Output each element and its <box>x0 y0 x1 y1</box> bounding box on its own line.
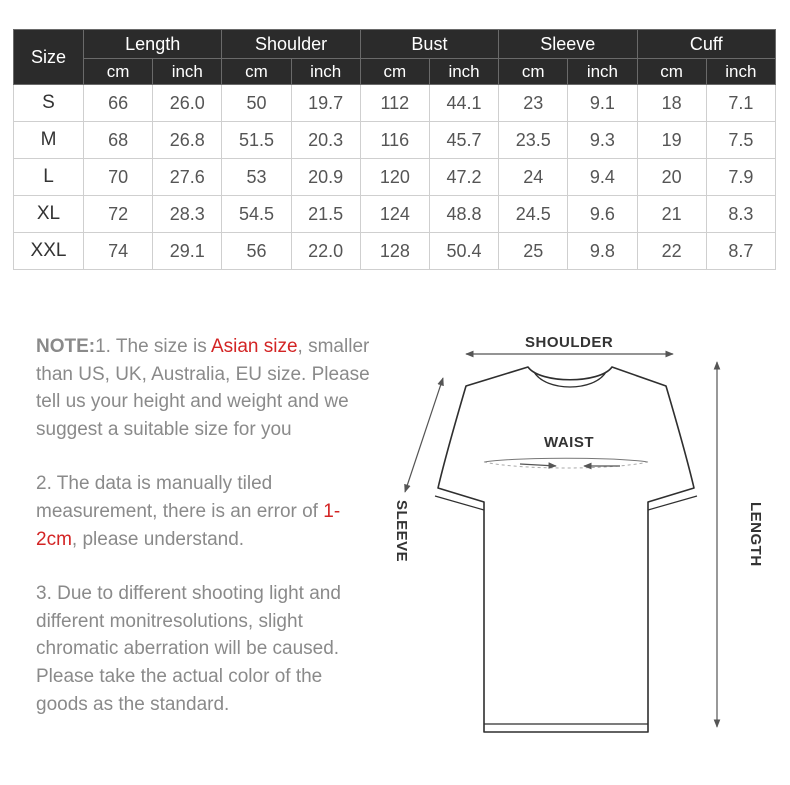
size-cell: M <box>14 122 84 159</box>
measurement-cell: 22 <box>637 233 706 270</box>
measurement-cell: 23 <box>499 85 568 122</box>
measurement-cell: 21 <box>637 196 706 233</box>
sleeve-header: Sleeve <box>499 30 637 59</box>
error-range-highlight: 1-2cm <box>36 500 341 550</box>
measurement-cell: 24 <box>499 159 568 196</box>
measurement-cell: 29.1 <box>153 233 222 270</box>
length-header: Length <box>84 30 222 59</box>
note-1-text-a: 1. The size is <box>95 336 211 357</box>
measurement-cell: 7.9 <box>706 159 775 196</box>
measurement-cell: 19.7 <box>291 85 360 122</box>
measurement-cell: 128 <box>360 233 429 270</box>
measurement-cell: 48.8 <box>429 196 498 233</box>
sleeve-label: SLEEVE <box>393 500 410 563</box>
length-label: LENGTH <box>747 502 764 567</box>
measurement-cell: 70 <box>84 159 153 196</box>
measurement-cell: 19 <box>637 122 706 159</box>
measurement-cell: 20 <box>637 159 706 196</box>
size-column-header: Size <box>14 30 84 85</box>
unit-header-inch: inch <box>568 59 637 85</box>
measurement-cell: 9.3 <box>568 122 637 159</box>
measurement-cell: 18 <box>637 85 706 122</box>
shoulder-header: Shoulder <box>222 30 360 59</box>
measurement-cell: 26.8 <box>153 122 222 159</box>
measurement-cell: 112 <box>360 85 429 122</box>
measurement-cell: 47.2 <box>429 159 498 196</box>
unit-header-inch: inch <box>429 59 498 85</box>
unit-header-cm: cm <box>499 59 568 85</box>
tshirt-outline-illustration <box>380 320 780 750</box>
unit-header-cm: cm <box>637 59 706 85</box>
measurement-cell: 51.5 <box>222 122 291 159</box>
table-row <box>14 196 776 233</box>
measurement-cell: 26.0 <box>153 85 222 122</box>
measurement-cell: 22.0 <box>291 233 360 270</box>
measurement-cell: 66 <box>84 85 153 122</box>
measurement-cell: 21.5 <box>291 196 360 233</box>
measurement-cell: 7.1 <box>706 85 775 122</box>
measurement-cell: 20.3 <box>291 122 360 159</box>
unit-header-cm: cm <box>84 59 153 85</box>
measurement-cell: 9.1 <box>568 85 637 122</box>
measurement-cell: 7.5 <box>706 122 775 159</box>
measurement-cell: 45.7 <box>429 122 498 159</box>
size-notes <box>36 333 376 718</box>
note-3: 3. Due to different shooting light and different monitresolutions, slight chromatic aberration will be caused. Please take the actual color of the goods as the standard. <box>36 583 341 715</box>
measurement-cell: 124 <box>360 196 429 233</box>
table-row <box>14 85 776 122</box>
unit-header-inch: inch <box>706 59 775 85</box>
measurement-cell: 74 <box>84 233 153 270</box>
note-2-text-b: , please understand. <box>71 528 245 550</box>
measurement-cell: 9.6 <box>568 196 637 233</box>
measurement-cell: 53 <box>222 159 291 196</box>
note-1-text-b: , smaller than US, UK, Australia, EU size. Please tell us your height and weight and we suggest a suitable size for you <box>36 336 370 440</box>
measurement-cell: 28.3 <box>153 196 222 233</box>
size-cell: XL <box>14 196 84 233</box>
measurement-cell: 44.1 <box>429 85 498 122</box>
unit-header-cm: cm <box>222 59 291 85</box>
measurement-cell: 9.4 <box>568 159 637 196</box>
table-row <box>14 159 776 196</box>
tshirt-body <box>438 367 694 732</box>
tshirt-measurement-diagram <box>380 320 780 750</box>
size-cell: XXL <box>14 233 84 270</box>
measurement-cell: 68 <box>84 122 153 159</box>
unit-header-cm: cm <box>360 59 429 85</box>
size-chart-table <box>13 29 776 270</box>
measurement-cell: 8.3 <box>706 196 775 233</box>
measurement-cell: 72 <box>84 196 153 233</box>
size-cell: L <box>14 159 84 196</box>
note-2-text-a: 2. The data is manually tiled measurement, there is an error of <box>36 473 324 522</box>
shoulder-label: SHOULDER <box>525 334 614 351</box>
measurement-cell: 9.8 <box>568 233 637 270</box>
unit-header-inch: inch <box>153 59 222 85</box>
measurement-cell: 120 <box>360 159 429 196</box>
measurement-cell: 50.4 <box>429 233 498 270</box>
unit-header-inch: inch <box>291 59 360 85</box>
bust-header: Bust <box>360 30 498 59</box>
measurement-cell: 25 <box>499 233 568 270</box>
measurement-cell: 27.6 <box>153 159 222 196</box>
measurement-cell: 116 <box>360 122 429 159</box>
measurement-cell: 54.5 <box>222 196 291 233</box>
measurement-cell: 24.5 <box>499 196 568 233</box>
note-2 <box>36 470 376 553</box>
note-1 <box>36 333 376 443</box>
table-row <box>14 233 776 270</box>
cuff-header: Cuff <box>637 30 776 59</box>
asian-size-highlight: Asian size <box>210 336 298 357</box>
table-row <box>14 122 776 159</box>
note-lead: NOTE: <box>36 336 96 357</box>
measurement-cell: 50 <box>222 85 291 122</box>
measurement-cell: 23.5 <box>499 122 568 159</box>
measurement-cell: 20.9 <box>291 159 360 196</box>
waist-label: WAIST <box>544 434 594 451</box>
measurement-cell: 56 <box>222 233 291 270</box>
measurement-cell: 8.7 <box>706 233 775 270</box>
size-cell: S <box>14 85 84 122</box>
sleeve-arrow <box>405 378 443 492</box>
